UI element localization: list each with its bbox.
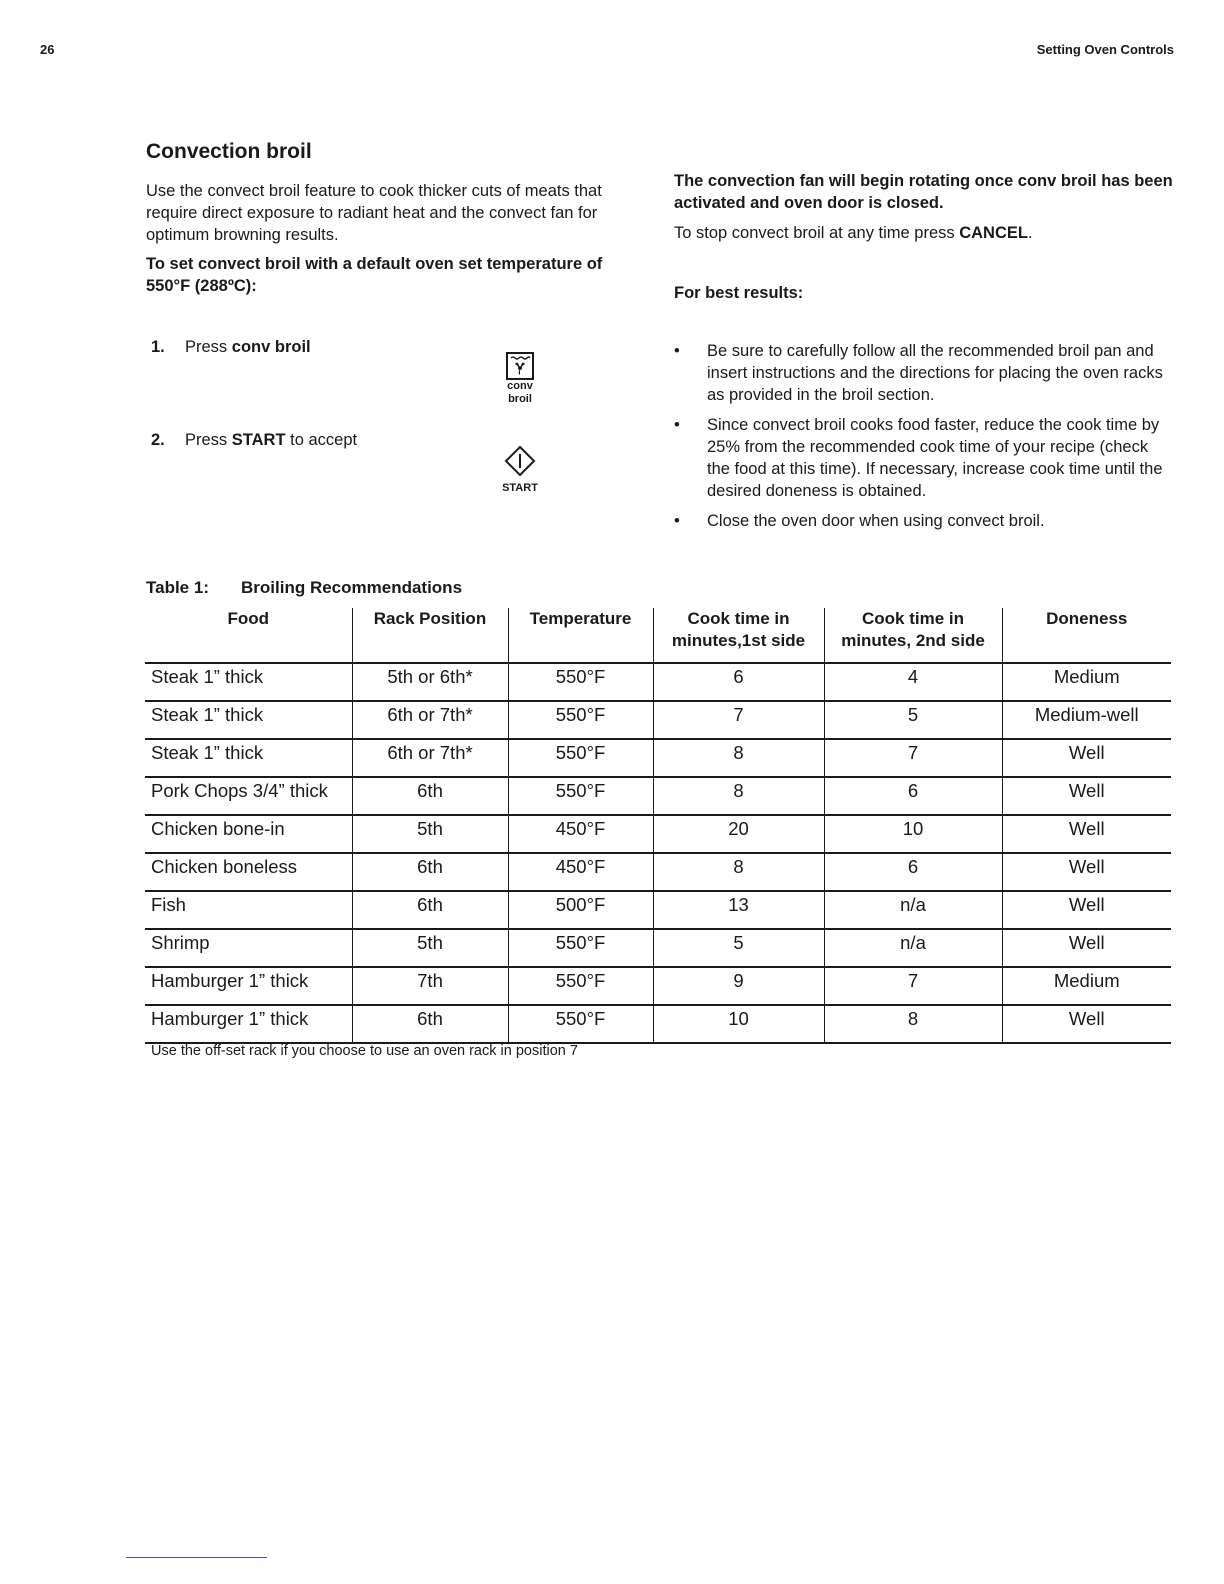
column-header: Rack Position [352, 608, 508, 663]
table-row [145, 967, 1171, 1005]
table-cell: Hamburger 1” thick [145, 967, 352, 1005]
table-header-row [145, 608, 1171, 663]
table-row [145, 929, 1171, 967]
list-item: • Close the oven door when using convect broil. [674, 512, 1045, 530]
list-item: • Be sure to carefully follow all the recommended broil pan and insert instructions and the directions for placing the oven racks as provided in the broil section. [674, 342, 1163, 404]
conv-broil-key [500, 352, 540, 406]
column-header: Doneness [1002, 608, 1171, 663]
best-results-heading: For best results: [674, 284, 804, 302]
table-cell: 550°F [508, 929, 653, 967]
step-number: 1. [151, 338, 165, 356]
column-header: Temperature [508, 608, 653, 663]
footer-rule [126, 1557, 267, 1558]
table-row [145, 1005, 1171, 1043]
page-number: 26 [40, 42, 55, 57]
table-cell: 6th or 7th* [352, 701, 508, 739]
table-row [145, 815, 1171, 853]
table-cell: 550°F [508, 777, 653, 815]
table-cell: 6th [352, 1005, 508, 1043]
list-item: • Since convect broil cooks food faster, reduce the cook time by 25% from the recommended cook time of your recipe (check the food at this time). If necessary, increase cook time until the desired doneness is obtained. [674, 416, 1163, 500]
table-cell: Chicken boneless [145, 853, 352, 891]
broiling-table [145, 608, 1171, 1044]
table-cell: 5th [352, 929, 508, 967]
conv-caption: conv [507, 380, 533, 392]
column-header: Cook time in minutes, 2nd side [824, 608, 1002, 663]
cancel-keyword: CANCEL [959, 224, 1028, 242]
table-cell: 5 [653, 929, 824, 967]
table-cell: 6 [653, 663, 824, 701]
table-cell: n/a [824, 929, 1002, 967]
table-row [145, 739, 1171, 777]
table-cell: 8 [653, 739, 824, 777]
table-cell: Well [1002, 891, 1171, 929]
table-caption [146, 578, 462, 598]
running-title: Setting Oven Controls [1036, 42, 1174, 57]
table-title: Broiling Recommendations [241, 578, 463, 597]
table-row [145, 853, 1171, 891]
table-cell: 7th [352, 967, 508, 1005]
table-cell: 4 [824, 663, 1002, 701]
table-cell: 7 [824, 967, 1002, 1005]
table-cell: n/a [824, 891, 1002, 929]
best-results-list [674, 340, 1174, 540]
table-footnote: Use the off-set rack if you choose to use an oven rack in position 7 [151, 1043, 578, 1059]
start-caption: START [502, 482, 538, 494]
table-cell: Shrimp [145, 929, 352, 967]
table-cell: 450°F [508, 815, 653, 853]
bullet-icon: • [674, 342, 680, 360]
table-row [145, 663, 1171, 701]
column-header: Cook time in minutes,1st side [653, 608, 824, 663]
table-cell: 8 [653, 777, 824, 815]
table-cell: Medium-well [1002, 701, 1171, 739]
table-cell: Hamburger 1” thick [145, 1005, 352, 1043]
table-cell: 5th [352, 815, 508, 853]
table-cell: Fish [145, 891, 352, 929]
table-cell: 6th [352, 777, 508, 815]
broil-caption: broil [508, 393, 532, 405]
table-cell: 8 [653, 853, 824, 891]
table-cell: 500°F [508, 891, 653, 929]
table-cell: 5 [824, 701, 1002, 739]
table-cell: Steak 1” thick [145, 663, 352, 701]
table-cell: 9 [653, 967, 824, 1005]
table-cell: 6th [352, 853, 508, 891]
setup-heading: To set convect broil with a default oven set temperature of 550°F (288ºC): [146, 255, 603, 295]
stop-instruction: To stop convect broil at any time press CANCEL. [674, 224, 1033, 242]
table-cell: 20 [653, 815, 824, 853]
step-text: Press START to accept [185, 431, 358, 449]
table-cell: 6th [352, 891, 508, 929]
table-row [145, 777, 1171, 815]
bullet-icon: • [674, 512, 680, 530]
start-icon [504, 445, 536, 477]
column-header: Food [227, 609, 270, 628]
conv-broil-icon [506, 352, 534, 380]
bullet-icon: • [674, 416, 680, 434]
table-row [145, 891, 1171, 929]
table-cell: 7 [824, 739, 1002, 777]
table-label: Table 1: [146, 578, 209, 597]
table-row [145, 701, 1171, 739]
table-cell: 6 [824, 853, 1002, 891]
table-cell: Chicken bone-in [145, 815, 352, 853]
table-cell: Well [1002, 815, 1171, 853]
intro-paragraph: Use the convect broil feature to cook thicker cuts of meats that require direct exposure to radiant heat and the convect fan for optimum browning results. [146, 182, 602, 244]
table-cell: Medium [1002, 663, 1171, 701]
table-cell: Steak 1” thick [145, 701, 352, 739]
table-cell: 5th or 6th* [352, 663, 508, 701]
table-cell: 450°F [508, 853, 653, 891]
table-cell: 13 [653, 891, 824, 929]
table-cell: Well [1002, 853, 1171, 891]
table-cell: Medium [1002, 967, 1171, 1005]
table-cell: 7 [653, 701, 824, 739]
table-cell: Well [1002, 1005, 1171, 1043]
table-cell: 8 [824, 1005, 1002, 1043]
step-keyword: conv broil [231, 338, 311, 356]
step-text: Press conv broil [185, 338, 311, 356]
table-cell: 550°F [508, 739, 653, 777]
table-cell: Pork Chops 3/4” thick [145, 777, 352, 815]
fan-note: The convection fan will begin rotating once conv broil has been activated and oven door is closed. [674, 172, 1173, 212]
table-cell: Well [1002, 739, 1171, 777]
table-cell: Well [1002, 777, 1171, 815]
table-cell: 550°F [508, 967, 653, 1005]
step-number: 2. [151, 431, 165, 449]
table-cell: 10 [824, 815, 1002, 853]
table-cell: Well [1002, 929, 1171, 967]
table-cell: 6th or 7th* [352, 739, 508, 777]
table-cell: 10 [653, 1005, 824, 1043]
step-keyword: START [231, 431, 286, 449]
section-title: Convection broil [146, 140, 312, 163]
table-cell: Steak 1” thick [145, 739, 352, 777]
table-cell: 550°F [508, 1005, 653, 1043]
table-cell: 550°F [508, 701, 653, 739]
start-key [498, 445, 542, 495]
table-cell: 6 [824, 777, 1002, 815]
table-cell: 550°F [508, 663, 653, 701]
